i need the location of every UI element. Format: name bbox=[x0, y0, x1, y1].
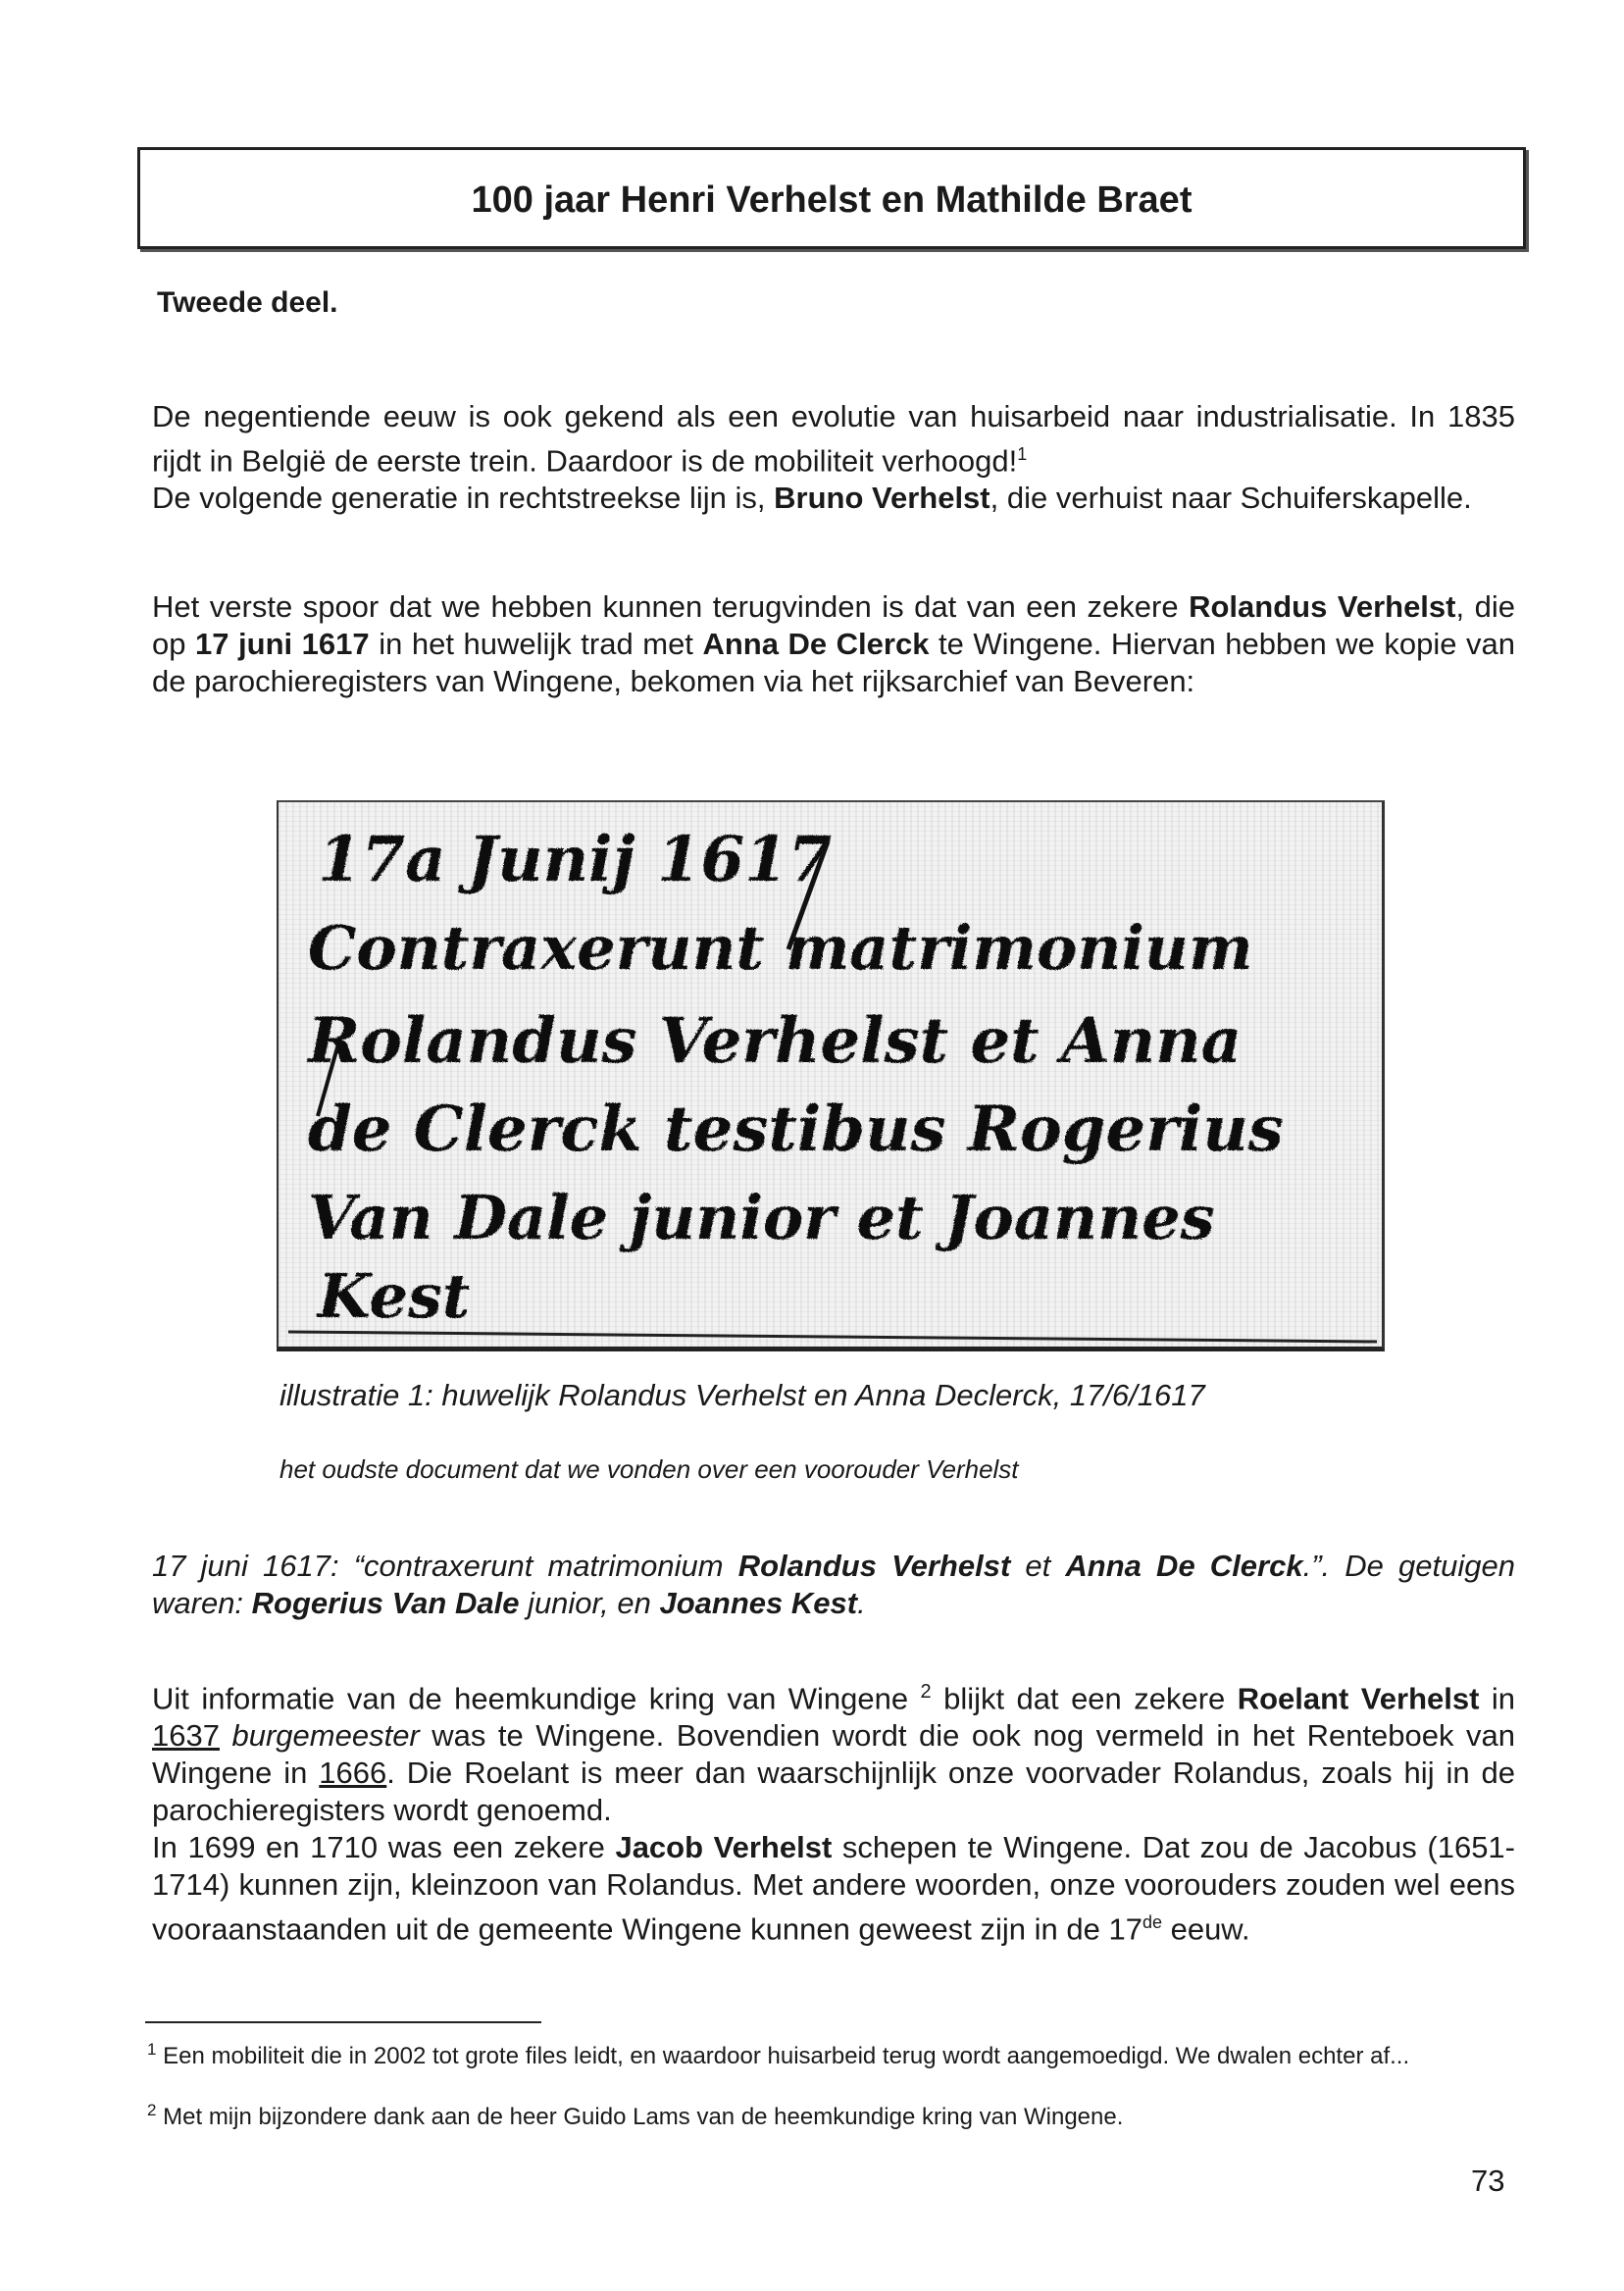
footnote-separator bbox=[145, 2021, 541, 2023]
footnote-ref-1: 1 bbox=[1017, 444, 1028, 464]
subtitle: Tweede deel. bbox=[157, 286, 338, 319]
para4-text-6: . Die Roelant is meer dan waarschijnlijk onze voorvader Rolandus, zoals hij in de parochieregisters wordt genoemd. bbox=[152, 1756, 1515, 1828]
para2-bold-1: Rolandus Verhelst bbox=[1189, 589, 1456, 624]
handwriting-line-1: 17a Junij 1617 bbox=[318, 823, 833, 896]
para1-text-3: , die verhuist naar Schuiferskapelle. bbox=[990, 481, 1472, 516]
para5-text-3: eeuw. bbox=[1161, 1911, 1250, 1947]
handwriting-line-6: Kest bbox=[318, 1260, 471, 1332]
handwriting-line-2: Contraxerunt matrimonium bbox=[308, 912, 1253, 984]
figure-caption: illustratie 1: huwelijk Rolandus Verhelst en Anna Declerck, 17/6/1617 bbox=[279, 1378, 1205, 1412]
footnote-1-number: 1 bbox=[147, 2040, 157, 2059]
para1-text-1: De negentiende eeuw is ook gekend als een evolutie van huisarbeid naar industrialisatie. In 1835 rijdt in België de eerste trein. Daardoor is de mobiliteit verhoogd! bbox=[152, 399, 1515, 479]
para4-bold-1: Roelant Verhelst bbox=[1237, 1681, 1480, 1716]
para4-text-3: in bbox=[1479, 1681, 1515, 1716]
para4-text-1: Uit informatie van de heemkundige kring van Wingene bbox=[152, 1681, 921, 1716]
para5-text-2: schepen te Wingene. Dat zou de Jacobus (1651-1714) kunnen zijn, kleinzoon van Rolandus. Met andere woorden, onze voorouders zouden wel eens vooraanstaanden uit de gemeente Wingene kunnen geweest zijn in de 17 bbox=[152, 1830, 1515, 1947]
para3-bold-4: Joannes Kest bbox=[659, 1586, 858, 1620]
para1-text-2: De volgende generatie in rechtstreekse lijn is, bbox=[152, 481, 775, 516]
page-title: 100 jaar Henri Verhelst en Mathilde Braet bbox=[471, 179, 1193, 221]
para4-text-4 bbox=[220, 1718, 232, 1753]
figure-subcaption: het oudste document dat we vonden over een voorouder Verhelst bbox=[279, 1454, 1019, 1484]
para3-text-5: . bbox=[857, 1586, 866, 1620]
para4-text-2: blijkt dat een zekere bbox=[931, 1681, 1238, 1716]
footnote-2-number: 2 bbox=[147, 2101, 157, 2119]
footnote-2 bbox=[147, 2097, 1520, 2130]
paragraph-1 bbox=[152, 398, 1515, 517]
para4-text-5: was te Wingene. Bovendien wordt die ook nog vermeld in het Renteboek van Wingene in bbox=[152, 1718, 1515, 1791]
footnote-1 bbox=[147, 2036, 1520, 2069]
para4-underline-2: 1666 bbox=[319, 1756, 387, 1791]
para3-text-1: 17 juni 1617: “contraxerunt matrimonium bbox=[152, 1549, 738, 1583]
para3-text-2: et bbox=[1010, 1549, 1066, 1583]
para3-text-3: .”. De getuigen waren: bbox=[152, 1549, 1515, 1620]
para2-text-1: Het verste spoor dat we hebben kunnen terugvinden is dat van een zekere bbox=[152, 589, 1190, 624]
parish-register-scan bbox=[277, 800, 1385, 1351]
para4-underline-1: 1637 bbox=[152, 1718, 220, 1754]
footnote-1-text: Een mobiliteit die in 2002 tot grote files leidt, en waardoor huisarbeid terug wordt aangemoedigd. We dwalen echter af... bbox=[163, 2043, 1410, 2069]
paragraph-2 bbox=[152, 588, 1515, 700]
para3-bold-1: Rolandus Verhelst bbox=[737, 1549, 1011, 1583]
handwriting-line-5: Van Dale junior et Joannes bbox=[308, 1182, 1215, 1253]
para5-bold-1: Jacob Verhelst bbox=[615, 1830, 833, 1865]
handwriting-line-3: Rolandus Verhelst et Anna bbox=[308, 1004, 1243, 1078]
para2-bold-3: Anna De Clerck bbox=[702, 627, 930, 661]
paragraph-3 bbox=[152, 1548, 1515, 1622]
para3-text-4: junior, en bbox=[519, 1586, 660, 1620]
para5-superscript: de bbox=[1142, 1912, 1162, 1933]
para3-bold-2: Anna De Clerck bbox=[1065, 1549, 1303, 1583]
handwriting-line-4: de Clerck testibus Rogerius bbox=[308, 1093, 1284, 1166]
para2-text-4: te Wingene. Hiervan hebben we kopie van de parochieregisters van Wingene, bekomen via het rijksarchief van Beveren: bbox=[152, 627, 1516, 698]
footnote-ref-2: 2 bbox=[920, 1681, 932, 1703]
para4-italic-1: burgemeester bbox=[231, 1718, 420, 1754]
para2-text-3: in het huwelijk trad met bbox=[369, 627, 703, 661]
para2-bold-2: 17 juni 1617 bbox=[195, 627, 370, 661]
title-box bbox=[137, 147, 1526, 249]
footnote-2-text: Met mijn bijzondere dank aan de heer Guido Lams van de heemkundige kring van Wingene. bbox=[163, 2104, 1124, 2130]
para5-text-1: In 1699 en 1710 was een zekere bbox=[152, 1830, 616, 1865]
paragraph-4 bbox=[152, 1673, 1515, 1949]
para2-text-2: , die op bbox=[152, 589, 1515, 661]
page-number: 73 bbox=[1471, 2164, 1505, 2198]
handwriting-image bbox=[279, 802, 1383, 1348]
para3-bold-3: Rogerius Van Dale bbox=[251, 1586, 520, 1620]
para1-bold-1: Bruno Verhelst bbox=[774, 481, 990, 516]
